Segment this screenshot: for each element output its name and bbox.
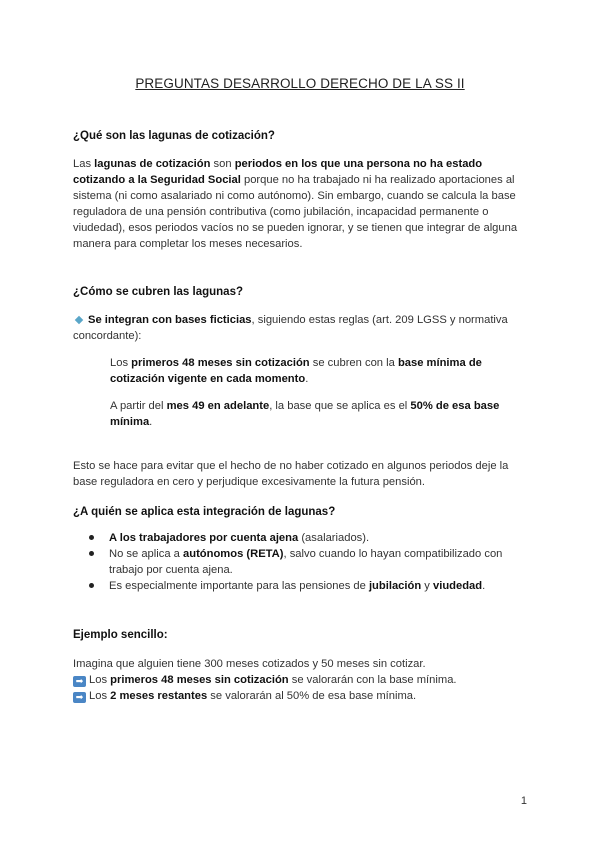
rule-mes-49: A partir del mes 49 en adelante, la base que se aplica es el 50% de esa base mínima. — [110, 400, 500, 428]
page-title: PREGUNTAS DESARROLLO DERECHO DE LA SS II — [135, 76, 465, 91]
ejemplo-line-48-meses: ➡ Los primeros 48 meses sin cotización se valorarán con la base mínima. — [73, 672, 523, 688]
bullet-dot-icon — [89, 583, 94, 588]
heading-a-quien-se-aplica: ¿A quién se aplica esta integración de lagunas? — [73, 506, 336, 518]
bullet-dot-icon — [89, 551, 94, 556]
rule-primeros-48-meses: Los primeros 48 meses sin cotización se cubren con la base mínima de cotización vigente en cada momento. — [110, 357, 482, 385]
arrow-right-icon: ➡ — [73, 676, 86, 687]
diamond-bullet-icon — [75, 315, 83, 323]
heading-ejemplo: Ejemplo sencillo: — [73, 629, 168, 641]
page-number: 1 — [520, 795, 527, 807]
bullet-bases-ficticias: Se integran con bases ficticias, siguiendo estas reglas (art. 209 LGSS y normativa concordante): — [73, 314, 508, 342]
heading-como-se-cubren: ¿Cómo se cubren las lagunas? — [73, 286, 243, 298]
list-item: No se aplica a autónomos (RETA), salvo cuando lo hayan compatibilizado con trabajo por cuenta ajena. — [73, 546, 533, 578]
list-item: Es especialmente importante para las pensiones de jubilación y viudedad. — [73, 578, 533, 594]
ejemplo-line-2-meses: ➡ Los 2 meses restantes se valorarán al 50% de esa base mínima. — [73, 688, 523, 704]
arrow-right-icon: ➡ — [73, 692, 86, 703]
heading-lagunas-definition: ¿Qué son las lagunas de cotización? — [73, 130, 275, 142]
ejemplo-intro: Imagina que alguien tiene 300 meses cotizados y 50 meses sin cotizar. — [73, 658, 426, 670]
paragraph-lagunas-definition: Las lagunas de cotización son periodos en los que una persona no ha estado cotizando a la Seguridad Social porque no ha trabajado ni ha realizado aportaciones al sistema (ni como asalariado ni como autónomo). Sin embargo, cuando se calcula la base reguladora de una pensión contributiva (como jubilación, incapacidad permanente o viudedad), esos periodos vacíos no se pueden ignorar, y se tienen que integrar de alguna manera para completar los meses necesarios. — [73, 158, 518, 250]
list-item: A los trabajadores por cuenta ajena (asalariados). — [73, 530, 533, 546]
bullet-dot-icon — [89, 535, 94, 540]
paragraph-motivo: Esto se hace para evitar que el hecho de no haber cotizado en algunos periodos deje la base reguladora en cero y perjudique excesivamente la futura pensión. — [73, 460, 509, 488]
aplica-list — [73, 530, 533, 594]
